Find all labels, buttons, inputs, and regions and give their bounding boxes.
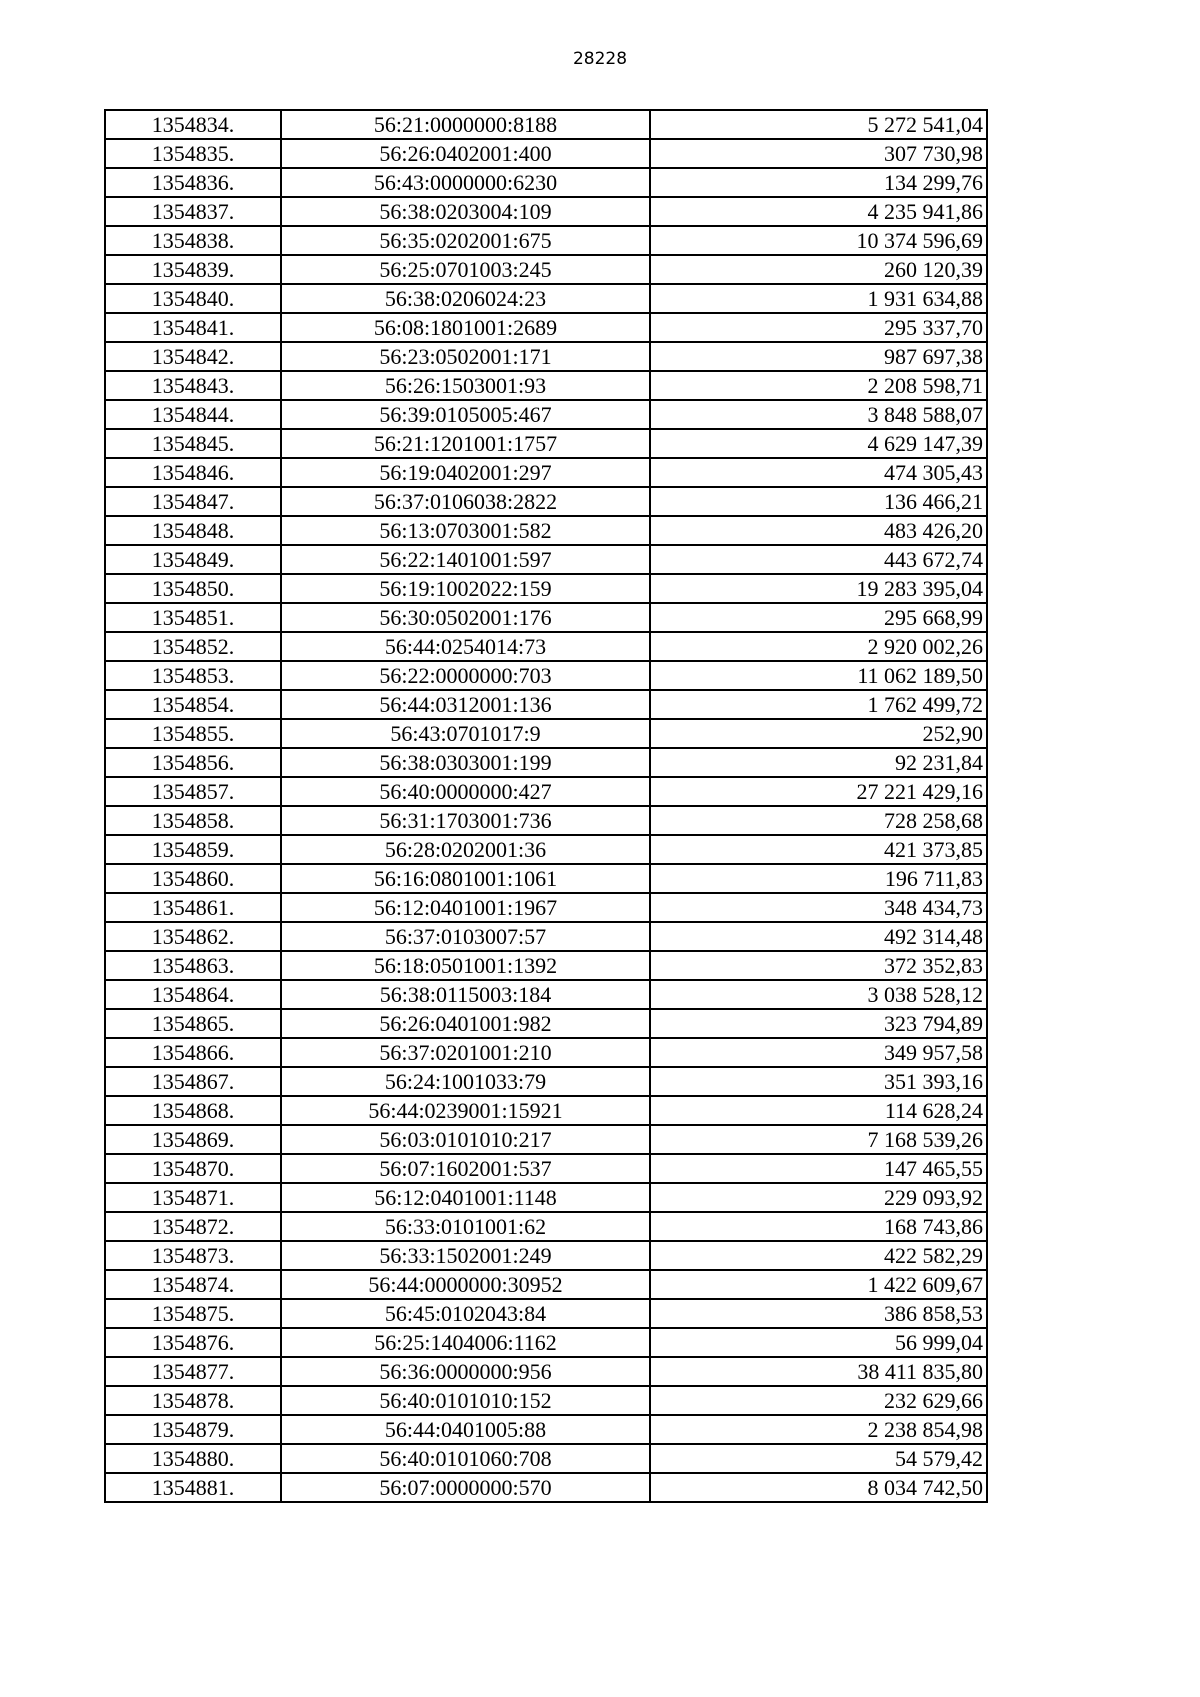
cadastral-number-cell: 56:38:0115003:184 — [281, 980, 650, 1009]
table-row — [105, 574, 987, 603]
table-row — [105, 1415, 987, 1444]
table-row — [105, 1357, 987, 1386]
cadastral-number-cell: 56:25:1404006:1162 — [281, 1328, 650, 1357]
cadastral-number-cell: 56:28:0202001:36 — [281, 835, 650, 864]
cadastral-number-cell: 56:37:0106038:2822 — [281, 487, 650, 516]
cadastral-number-cell: 56:21:0000000:8188 — [281, 110, 650, 139]
row-number-cell: 1354868. — [105, 1096, 281, 1125]
table-row — [105, 1125, 987, 1154]
cadastral-number-cell: 56:37:0201001:210 — [281, 1038, 650, 1067]
row-number-cell: 1354854. — [105, 690, 281, 719]
row-number-cell: 1354846. — [105, 458, 281, 487]
value-cell: 3 848 588,07 — [650, 400, 987, 429]
value-cell: 54 579,42 — [650, 1444, 987, 1473]
value-cell: 386 858,53 — [650, 1299, 987, 1328]
cadastral-number-cell: 56:22:1401001:597 — [281, 545, 650, 574]
row-number-cell: 1354864. — [105, 980, 281, 1009]
row-number-cell: 1354855. — [105, 719, 281, 748]
table-row — [105, 1473, 987, 1502]
table-row — [105, 632, 987, 661]
value-cell: 349 957,58 — [650, 1038, 987, 1067]
value-cell: 372 352,83 — [650, 951, 987, 980]
table-row — [105, 719, 987, 748]
row-number-cell: 1354837. — [105, 197, 281, 226]
value-cell: 19 283 395,04 — [650, 574, 987, 603]
cadastral-number-cell: 56:36:0000000:956 — [281, 1357, 650, 1386]
row-number-cell: 1354842. — [105, 342, 281, 371]
value-cell: 443 672,74 — [650, 545, 987, 574]
cadastral-number-cell: 56:03:0101010:217 — [281, 1125, 650, 1154]
table-row — [105, 516, 987, 545]
cadastral-number-cell: 56:13:0703001:582 — [281, 516, 650, 545]
table-row — [105, 1328, 987, 1357]
table-body — [105, 110, 987, 1502]
row-number-cell: 1354866. — [105, 1038, 281, 1067]
row-number-cell: 1354834. — [105, 110, 281, 139]
table-row — [105, 1009, 987, 1038]
value-cell: 10 374 596,69 — [650, 226, 987, 255]
row-number-cell: 1354871. — [105, 1183, 281, 1212]
row-number-cell: 1354835. — [105, 139, 281, 168]
page-number: 28228 — [572, 49, 628, 69]
value-cell: 483 426,20 — [650, 516, 987, 545]
cadastral-number-cell: 56:35:0202001:675 — [281, 226, 650, 255]
value-cell: 421 373,85 — [650, 835, 987, 864]
value-cell: 11 062 189,50 — [650, 661, 987, 690]
cadastral-number-cell: 56:44:0239001:15921 — [281, 1096, 650, 1125]
value-cell: 7 168 539,26 — [650, 1125, 987, 1154]
cadastral-number-cell: 56:30:0502001:176 — [281, 603, 650, 632]
table-row — [105, 777, 987, 806]
value-cell: 92 231,84 — [650, 748, 987, 777]
table-row — [105, 168, 987, 197]
row-number-cell: 1354839. — [105, 255, 281, 284]
cadastral-number-cell: 56:22:0000000:703 — [281, 661, 650, 690]
row-number-cell: 1354862. — [105, 922, 281, 951]
cadastral-number-cell: 56:38:0303001:199 — [281, 748, 650, 777]
value-cell: 260 120,39 — [650, 255, 987, 284]
value-cell: 56 999,04 — [650, 1328, 987, 1357]
cadastral-number-cell: 56:33:0101001:62 — [281, 1212, 650, 1241]
row-number-cell: 1354857. — [105, 777, 281, 806]
value-cell: 1 422 609,67 — [650, 1270, 987, 1299]
table-row — [105, 951, 987, 980]
cadastral-number-cell: 56:44:0401005:88 — [281, 1415, 650, 1444]
value-cell: 351 393,16 — [650, 1067, 987, 1096]
row-number-cell: 1354851. — [105, 603, 281, 632]
cadastral-number-cell: 56:25:0701003:245 — [281, 255, 650, 284]
value-cell: 295 668,99 — [650, 603, 987, 632]
cadastral-number-cell: 56:44:0000000:30952 — [281, 1270, 650, 1299]
value-cell: 323 794,89 — [650, 1009, 987, 1038]
row-number-cell: 1354876. — [105, 1328, 281, 1357]
cadastral-number-cell: 56:07:1602001:537 — [281, 1154, 650, 1183]
row-number-cell: 1354863. — [105, 951, 281, 980]
value-cell: 2 208 598,71 — [650, 371, 987, 400]
value-cell: 232 629,66 — [650, 1386, 987, 1415]
table-row — [105, 255, 987, 284]
table-row — [105, 748, 987, 777]
row-number-cell: 1354841. — [105, 313, 281, 342]
table-row — [105, 197, 987, 226]
value-cell: 348 434,73 — [650, 893, 987, 922]
row-number-cell: 1354867. — [105, 1067, 281, 1096]
value-cell: 147 465,55 — [650, 1154, 987, 1183]
value-cell: 1 931 634,88 — [650, 284, 987, 313]
cadastral-number-cell: 56:38:0206024:23 — [281, 284, 650, 313]
table-row — [105, 371, 987, 400]
cadastral-number-cell: 56:12:0401001:1148 — [281, 1183, 650, 1212]
table-row — [105, 1183, 987, 1212]
cadastral-number-cell: 56:19:1002022:159 — [281, 574, 650, 603]
row-number-cell: 1354873. — [105, 1241, 281, 1270]
value-cell: 307 730,98 — [650, 139, 987, 168]
table-row — [105, 893, 987, 922]
table-row — [105, 342, 987, 371]
cadastral-number-cell: 56:43:0701017:9 — [281, 719, 650, 748]
cadastral-number-cell: 56:44:0254014:73 — [281, 632, 650, 661]
table-row — [105, 1444, 987, 1473]
row-number-cell: 1354879. — [105, 1415, 281, 1444]
cadastral-number-cell: 56:31:1703001:736 — [281, 806, 650, 835]
row-number-cell: 1354845. — [105, 429, 281, 458]
row-number-cell: 1354875. — [105, 1299, 281, 1328]
cadastral-number-cell: 56:33:1502001:249 — [281, 1241, 650, 1270]
row-number-cell: 1354865. — [105, 1009, 281, 1038]
row-number-cell: 1354849. — [105, 545, 281, 574]
table-row — [105, 864, 987, 893]
cadastral-number-cell: 56:40:0101010:152 — [281, 1386, 650, 1415]
value-cell: 196 711,83 — [650, 864, 987, 893]
table-row — [105, 980, 987, 1009]
value-cell: 295 337,70 — [650, 313, 987, 342]
table-row — [105, 139, 987, 168]
value-cell: 2 238 854,98 — [650, 1415, 987, 1444]
table-row — [105, 1299, 987, 1328]
cadastral-number-cell: 56:26:1503001:93 — [281, 371, 650, 400]
table-row — [105, 487, 987, 516]
row-number-cell: 1354881. — [105, 1473, 281, 1502]
table-row — [105, 1096, 987, 1125]
table-row — [105, 1241, 987, 1270]
cadastral-number-cell: 56:39:0105005:467 — [281, 400, 650, 429]
value-cell: 4 629 147,39 — [650, 429, 987, 458]
cadastral-number-cell: 56:40:0101060:708 — [281, 1444, 650, 1473]
value-cell: 1 762 499,72 — [650, 690, 987, 719]
value-cell: 728 258,68 — [650, 806, 987, 835]
row-number-cell: 1354852. — [105, 632, 281, 661]
cadastral-number-cell: 56:44:0312001:136 — [281, 690, 650, 719]
row-number-cell: 1354853. — [105, 661, 281, 690]
table-row — [105, 1154, 987, 1183]
value-cell: 492 314,48 — [650, 922, 987, 951]
row-number-cell: 1354847. — [105, 487, 281, 516]
cadastral-number-cell: 56:08:1801001:2689 — [281, 313, 650, 342]
table-row — [105, 458, 987, 487]
table-row — [105, 806, 987, 835]
value-cell: 5 272 541,04 — [650, 110, 987, 139]
value-cell: 134 299,76 — [650, 168, 987, 197]
table-row — [105, 313, 987, 342]
value-cell: 8 034 742,50 — [650, 1473, 987, 1502]
cadastral-number-cell: 56:37:0103007:57 — [281, 922, 650, 951]
table-row — [105, 284, 987, 313]
table-row — [105, 603, 987, 632]
value-cell: 474 305,43 — [650, 458, 987, 487]
row-number-cell: 1354850. — [105, 574, 281, 603]
table-row — [105, 1067, 987, 1096]
cadastral-number-cell: 56:07:0000000:570 — [281, 1473, 650, 1502]
row-number-cell: 1354838. — [105, 226, 281, 255]
value-cell: 136 466,21 — [650, 487, 987, 516]
cadastral-number-cell: 56:23:0502001:171 — [281, 342, 650, 371]
cadastral-number-cell: 56:16:0801001:1061 — [281, 864, 650, 893]
cadastral-table — [104, 109, 988, 1503]
cadastral-number-cell: 56:26:0401001:982 — [281, 1009, 650, 1038]
value-cell: 168 743,86 — [650, 1212, 987, 1241]
cadastral-number-cell: 56:38:0203004:109 — [281, 197, 650, 226]
cadastral-number-cell: 56:21:1201001:1757 — [281, 429, 650, 458]
row-number-cell: 1354856. — [105, 748, 281, 777]
table-row — [105, 1386, 987, 1415]
row-number-cell: 1354869. — [105, 1125, 281, 1154]
cadastral-number-cell: 56:40:0000000:427 — [281, 777, 650, 806]
table-row — [105, 661, 987, 690]
value-cell: 3 038 528,12 — [650, 980, 987, 1009]
table-row — [105, 922, 987, 951]
row-number-cell: 1354848. — [105, 516, 281, 545]
cadastral-number-cell: 56:43:0000000:6230 — [281, 168, 650, 197]
row-number-cell: 1354878. — [105, 1386, 281, 1415]
row-number-cell: 1354840. — [105, 284, 281, 313]
table-row — [105, 835, 987, 864]
row-number-cell: 1354843. — [105, 371, 281, 400]
value-cell: 987 697,38 — [650, 342, 987, 371]
row-number-cell: 1354858. — [105, 806, 281, 835]
row-number-cell: 1354859. — [105, 835, 281, 864]
table-row — [105, 400, 987, 429]
table-row — [105, 545, 987, 574]
table-row — [105, 429, 987, 458]
cadastral-number-cell: 56:12:0401001:1967 — [281, 893, 650, 922]
value-cell: 38 411 835,80 — [650, 1357, 987, 1386]
value-cell: 252,90 — [650, 719, 987, 748]
row-number-cell: 1354872. — [105, 1212, 281, 1241]
value-cell: 114 628,24 — [650, 1096, 987, 1125]
value-cell: 27 221 429,16 — [650, 777, 987, 806]
cadastral-number-cell: 56:19:0402001:297 — [281, 458, 650, 487]
table-row — [105, 690, 987, 719]
row-number-cell: 1354860. — [105, 864, 281, 893]
cadastral-number-cell: 56:24:1001033:79 — [281, 1067, 650, 1096]
row-number-cell: 1354844. — [105, 400, 281, 429]
value-cell: 4 235 941,86 — [650, 197, 987, 226]
table-row — [105, 1270, 987, 1299]
table-row — [105, 1212, 987, 1241]
cadastral-number-cell: 56:26:0402001:400 — [281, 139, 650, 168]
row-number-cell: 1354861. — [105, 893, 281, 922]
cadastral-number-cell: 56:18:0501001:1392 — [281, 951, 650, 980]
value-cell: 229 093,92 — [650, 1183, 987, 1212]
table-row — [105, 1038, 987, 1067]
table-row — [105, 110, 987, 139]
row-number-cell: 1354836. — [105, 168, 281, 197]
value-cell: 2 920 002,26 — [650, 632, 987, 661]
row-number-cell: 1354877. — [105, 1357, 281, 1386]
value-cell: 422 582,29 — [650, 1241, 987, 1270]
row-number-cell: 1354874. — [105, 1270, 281, 1299]
cadastral-number-cell: 56:45:0102043:84 — [281, 1299, 650, 1328]
table-row — [105, 226, 987, 255]
row-number-cell: 1354880. — [105, 1444, 281, 1473]
row-number-cell: 1354870. — [105, 1154, 281, 1183]
